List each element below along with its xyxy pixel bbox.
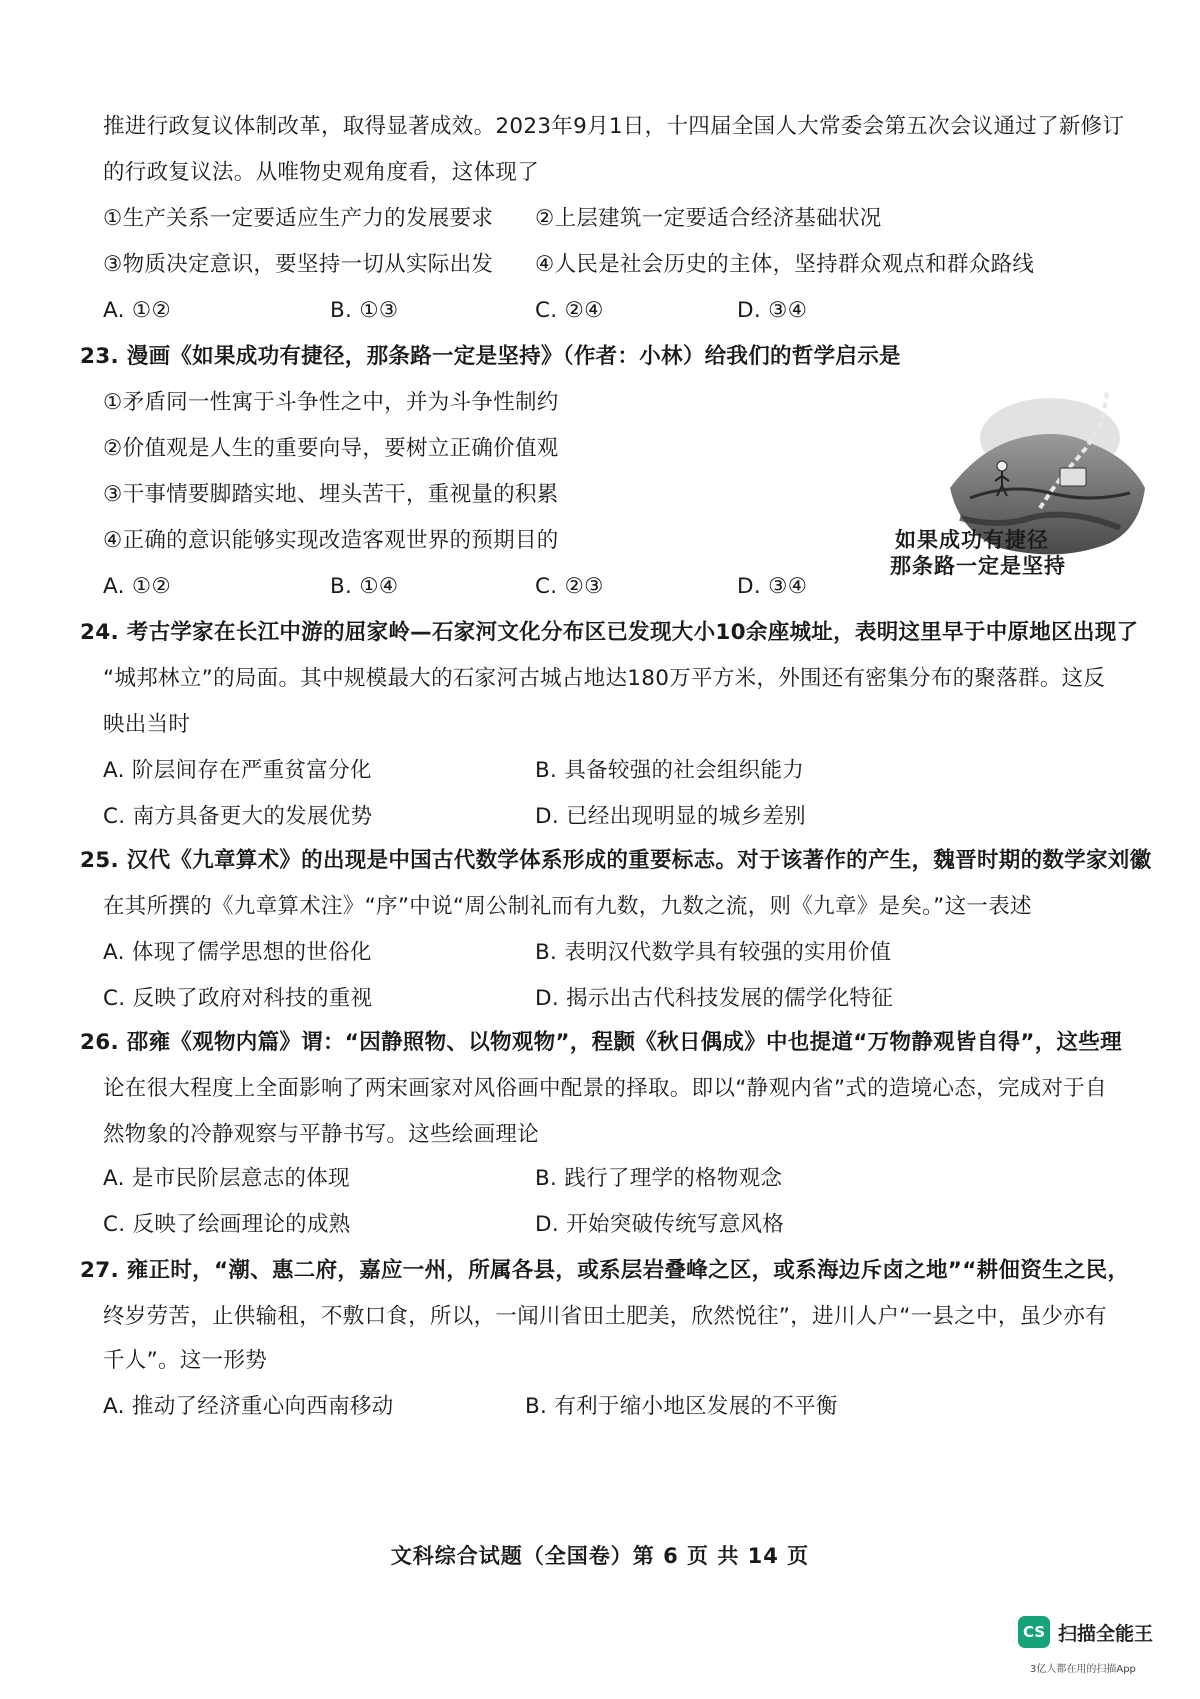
q25-stem-line-1: 25. 汉代《九章算术》的出现是中国古代数学体系形成的重要标志。对于该著作的产生，魏晋时期的数学家刘徽	[80, 848, 1152, 873]
q22-statement-3: ③物质决定意识，要坚持一切从实际出发	[103, 252, 494, 277]
camscanner-logo-icon: CS	[1018, 1616, 1050, 1648]
q24-stem-line-2: “城邦林立”的局面。其中规模最大的石家河古城占地达180万平方米，外围还有密集分布的聚落群。这反	[103, 666, 1106, 691]
watermark-app-name: 扫描全能王	[1058, 1622, 1154, 1645]
q24-option-c: C. 南方具备更大的发展优势	[103, 804, 373, 829]
q22-option-b: B. ①③	[330, 298, 399, 323]
q25-option-b: B. 表明汉代数学具有较强的实用价值	[535, 940, 892, 965]
q27-option-a: A. 推动了经济重心向西南移动	[103, 1394, 394, 1419]
q23-statement-4: ④正确的意识能够实现改造客观世界的预期目的	[103, 528, 559, 553]
q23-statement-3: ③干事情要脚踏实地、埋头苦干，重视量的积累	[103, 482, 559, 507]
q22-statement-2: ②上层建筑一定要适合经济基础状况	[535, 206, 882, 231]
q26-option-b: B. 践行了理学的格物观念	[535, 1166, 783, 1191]
q27-stem-line-1: 27. 雍正时，“潮、惠二府，嘉应一州，所属各县，或系层岩叠峰之区，或系海边斥卤之地”“耕佃资生之民，	[80, 1258, 1130, 1283]
q22-option-c: C. ②④	[535, 298, 604, 323]
q27-stem-line-3: 千人”。这一形势	[103, 1348, 268, 1373]
q23-statement-1: ①矛盾同一性寓于斗争性之中，并为斗争性制约	[103, 390, 559, 415]
q24-stem-line-3: 映出当时	[103, 712, 191, 737]
q26-option-a: A. 是市民阶层意志的体现	[103, 1166, 350, 1191]
q26-option-c: C. 反映了绘画理论的成熟	[103, 1212, 351, 1237]
q26-stem-line-3: 然物象的冷静观察与平静书写。这些绘画理论	[103, 1122, 540, 1147]
q27-option-b: B. 有利于缩小地区发展的不平衡	[525, 1394, 838, 1419]
q24-option-b: B. 具备较强的社会组织能力	[535, 758, 805, 783]
cartoon-caption-line-2: 那条路一定是坚持	[890, 553, 1066, 578]
q22-stem-line-2: 的行政复议法。从唯物史观角度看，这体现了	[103, 160, 540, 185]
q23-option-c: C. ②③	[535, 574, 604, 599]
q23-option-a: A. ①②	[103, 574, 172, 599]
q26-stem-line-2: 论在很大程度上全面影响了两宋画家对风俗画中配景的择取。即以“静观内省”式的造境心态，完成对于自	[103, 1076, 1107, 1101]
cartoon-caption-line-1: 如果成功有捷径	[895, 527, 1049, 552]
q23-stem: 23. 漫画《如果成功有捷径，那条路一定是坚持》（作者：小林）给我们的哲学启示是	[80, 344, 901, 369]
q22-statement-1: ①生产关系一定要适应生产力的发展要求	[103, 206, 494, 231]
q25-option-c: C. 反映了政府对科技的重视	[103, 986, 373, 1011]
q22-option-a: A. ①②	[103, 298, 172, 323]
q27-stem-line-2: 终岁劳苦，止供输租，不敷口食，所以，一闻川省田土肥美，欣然悦往”，进川人户“一县之中，虽少亦有	[103, 1304, 1107, 1329]
q24-stem-line-1: 24. 考古学家在长江中游的屈家岭—石家河文化分布区已发现大小10余座城址，表明这里早于中原地区出现了	[80, 620, 1139, 645]
q25-stem-line-2: 在其所撰的《九章算术注》“序”中说“周公制礼而有九数，九数之流，则《九章》是矣。”这一表述	[103, 894, 1032, 919]
page-footer: 文科综合试题（全国卷）第 6 页 共 14 页	[390, 1544, 810, 1568]
q24-option-a: A. 阶层间存在严重贫富分化	[103, 758, 372, 783]
q23-statement-2: ②价值观是人生的重要向导，要树立正确价值观	[103, 436, 559, 461]
q22-stem-line-1: 推进行政复议体制改革，取得显著成效。2023年9月1日，十四届全国人大常委会第五次会议通过了新修订	[103, 114, 1125, 139]
watermark-tagline: 3亿人都在用的扫描App	[1030, 1664, 1136, 1675]
q26-option-d: D. 开始突破传统写意风格	[535, 1212, 785, 1237]
q23-option-b: B. ①④	[330, 574, 399, 599]
q25-option-a: A. 体现了儒学思想的世俗化	[103, 940, 372, 965]
q22-option-d: D. ③④	[737, 298, 808, 323]
q25-option-d: D. 揭示出古代科技发展的儒学化特征	[535, 986, 894, 1011]
q24-option-d: D. 已经出现明显的城乡差别	[535, 804, 806, 829]
q23-option-d: D. ③④	[737, 574, 808, 599]
q26-stem-line-1: 26. 邵雍《观物内篇》谓：“因静照物、以物观物”，程颢《秋日偶成》中也提道“万物静观皆自得”，这些理	[80, 1030, 1122, 1055]
q22-statement-4: ④人民是社会历史的主体，坚持群众观点和群众路线	[535, 252, 1035, 277]
scanner-watermark	[1018, 1616, 1153, 1648]
